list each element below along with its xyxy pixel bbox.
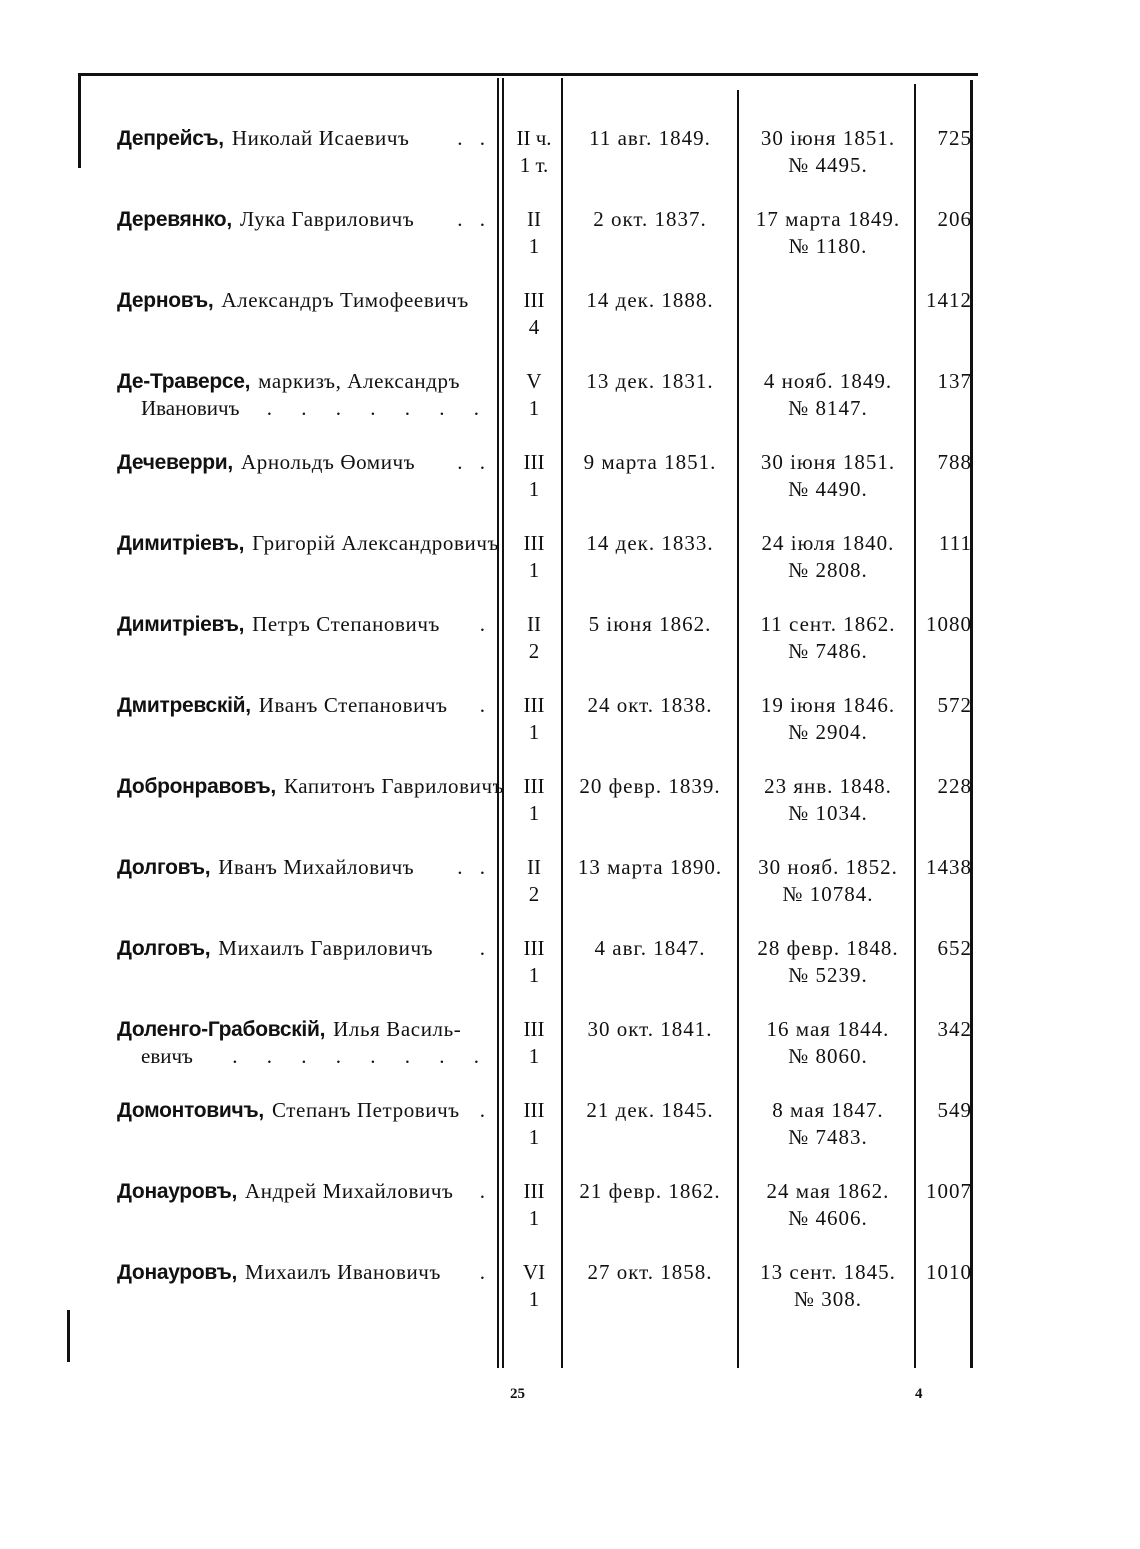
person-name-cell xyxy=(117,287,495,314)
top-rule xyxy=(78,73,978,76)
class-degree: 1 xyxy=(528,396,540,420)
given-name: Михаилъ Гавриловичъ xyxy=(218,936,434,960)
given-name: Капитонъ Гавриловичъ xyxy=(283,774,505,798)
first-date: 13 марта 1890. xyxy=(577,855,723,879)
second-date: 30 іюня 1851. xyxy=(760,450,896,474)
class-cell xyxy=(508,125,560,179)
surname: Де-Траверсе, xyxy=(117,370,251,393)
second-date-cell xyxy=(740,368,916,422)
surname: Донауровъ, xyxy=(117,1261,237,1284)
table-row xyxy=(0,287,1140,368)
table-row xyxy=(0,935,1140,1016)
entry-number: 1080 xyxy=(926,612,972,636)
table-row xyxy=(0,206,1140,287)
class-degree: 1 xyxy=(528,1287,540,1311)
signature-mark: 25 xyxy=(510,1386,525,1402)
given-name-continued: Ивановичъ xyxy=(141,396,240,420)
first-date: 30 окт. 1841. xyxy=(587,1017,713,1041)
act-number: № 10784. xyxy=(782,882,874,906)
class-degree: 4 xyxy=(528,315,540,339)
entry-number: 1007 xyxy=(926,1179,972,1203)
person-name-cell xyxy=(117,692,495,719)
table-row xyxy=(0,1178,1140,1259)
surname: Добронравовъ, xyxy=(117,775,276,798)
surname: Доленго-Грабовскій, xyxy=(117,1018,326,1041)
table-row xyxy=(0,854,1140,935)
surname: Донауровъ, xyxy=(117,1180,237,1203)
class-degree: 1 xyxy=(528,801,540,825)
act-number: № 2808. xyxy=(788,558,868,582)
person-name-cell xyxy=(117,125,495,152)
entry-number: 725 xyxy=(937,126,972,150)
class-cell xyxy=(508,530,560,584)
second-date: 30 нояб. 1852. xyxy=(758,855,898,879)
table-row xyxy=(0,368,1140,449)
first-date: 13 дек. 1831. xyxy=(586,369,714,393)
second-date-cell xyxy=(740,1016,916,1070)
class-rank: II xyxy=(527,207,541,231)
second-date: 16 мая 1844. xyxy=(766,1017,890,1041)
given-name: Арнольдъ Өомичъ xyxy=(240,450,416,474)
act-number: № 4495. xyxy=(788,153,868,177)
leader-dots: . . xyxy=(457,207,491,231)
act-number: № 2904. xyxy=(788,720,868,744)
second-date-cell xyxy=(740,206,916,260)
class-rank: II ч. xyxy=(516,126,552,150)
given-name: Григорій Александровичъ xyxy=(252,531,499,555)
first-date: 5 іюня 1862. xyxy=(588,612,712,636)
given-name: Лука Гавриловичъ xyxy=(239,207,415,231)
second-date: 28 февр. 1848. xyxy=(757,936,899,960)
class-cell xyxy=(508,287,560,341)
given-name: Михаилъ Ивановичъ xyxy=(245,1260,441,1284)
class-rank: II xyxy=(527,855,541,879)
surname: Долговъ, xyxy=(117,937,211,960)
second-date: 24 мая 1862. xyxy=(766,1179,890,1203)
class-rank: III xyxy=(523,288,545,312)
class-cell xyxy=(508,773,560,827)
act-number: № 4606. xyxy=(788,1206,868,1230)
second-date: 4 нояб. 1849. xyxy=(763,369,893,393)
first-date: 21 дек. 1845. xyxy=(586,1098,714,1122)
entry-number: 1412 xyxy=(926,288,972,312)
leader-dots: . xyxy=(479,936,491,960)
class-cell xyxy=(508,1259,560,1313)
class-rank: III xyxy=(523,693,545,717)
entry-number: 342 xyxy=(937,1017,972,1041)
given-name: Андрей Михайловичъ xyxy=(245,1179,454,1203)
person-name-cell xyxy=(117,1178,495,1205)
class-rank: III xyxy=(523,1179,545,1203)
surname: Депрейсъ, xyxy=(117,127,224,150)
leader-dots: . xyxy=(479,693,491,717)
surname: Долговъ, xyxy=(117,856,211,879)
table-row xyxy=(0,1097,1140,1178)
first-date: 20 февр. 1839. xyxy=(579,774,721,798)
given-name: Петръ Степановичъ xyxy=(252,612,441,636)
class-degree: 1 xyxy=(528,1044,540,1068)
act-number: № 308. xyxy=(793,1287,863,1311)
first-date: 14 дек. 1833. xyxy=(586,531,714,555)
given-name: Иванъ Михайловичъ xyxy=(218,855,415,879)
leader-dots: . xyxy=(479,612,491,636)
given-name: Иванъ Степановичъ xyxy=(258,693,448,717)
second-date: 19 іюня 1846. xyxy=(760,693,896,717)
second-date: 24 іюля 1840. xyxy=(761,531,895,555)
class-degree: 1 xyxy=(528,558,540,582)
class-cell xyxy=(508,206,560,260)
class-degree: 2 xyxy=(528,882,540,906)
second-date: 13 сент. 1845. xyxy=(760,1260,896,1284)
table-row xyxy=(0,530,1140,611)
table-row xyxy=(0,692,1140,773)
person-name-cell xyxy=(117,854,495,881)
given-name: Степанъ Петровичъ xyxy=(271,1098,460,1122)
second-date: 23 янв. 1848. xyxy=(764,774,892,798)
first-date: 4 авг. 1847. xyxy=(594,936,706,960)
class-degree: 1 xyxy=(528,477,540,501)
leader-dots: . . xyxy=(457,855,491,879)
surname: Димитріевъ, xyxy=(117,613,245,636)
second-date: 8 мая 1847. xyxy=(772,1098,884,1122)
class-cell xyxy=(508,935,560,989)
class-degree: 1 xyxy=(528,963,540,987)
table-row xyxy=(0,611,1140,692)
first-date: 14 дек. 1888. xyxy=(586,288,714,312)
second-date-cell xyxy=(740,125,916,179)
leader-dots: . xyxy=(479,1098,491,1122)
first-date: 21 февр. 1862. xyxy=(579,1179,721,1203)
sheet-mark: 4 xyxy=(915,1386,923,1402)
first-date: 2 окт. 1837. xyxy=(593,207,707,231)
person-name-cell xyxy=(117,1259,495,1286)
entry-number: 549 xyxy=(937,1098,972,1122)
entry-number: 788 xyxy=(937,450,972,474)
given-name-continued: евичъ xyxy=(141,1044,193,1068)
class-cell xyxy=(508,1097,560,1151)
second-date-cell xyxy=(740,935,916,989)
class-degree: 1 xyxy=(528,1206,540,1230)
table-row xyxy=(0,125,1140,206)
entry-number: 572 xyxy=(937,693,972,717)
entry-number: 652 xyxy=(937,936,972,960)
class-degree: 1 т. xyxy=(519,153,549,177)
second-date-cell xyxy=(740,449,916,503)
class-cell xyxy=(508,611,560,665)
act-number: № 8147. xyxy=(788,396,868,420)
person-name-cell xyxy=(117,935,495,962)
act-number: № 4490. xyxy=(788,477,868,501)
second-date: 11 сент. 1862. xyxy=(760,612,896,636)
second-date-cell xyxy=(740,854,916,908)
given-name: Александръ Тимофеевичъ xyxy=(221,288,469,312)
table-row xyxy=(0,1259,1140,1340)
class-degree: 1 xyxy=(528,1125,540,1149)
class-rank: VI xyxy=(522,1260,546,1284)
surname: Дерновъ, xyxy=(117,289,214,312)
surname: Дмитревскій, xyxy=(117,694,251,717)
second-date: 30 іюня 1851. xyxy=(760,126,896,150)
class-cell xyxy=(508,692,560,746)
act-number: № 7486. xyxy=(788,639,868,663)
class-cell xyxy=(508,1016,560,1070)
act-number: № 8060. xyxy=(788,1044,868,1068)
leader-dots: . . xyxy=(457,450,491,474)
entry-number: 1438 xyxy=(926,855,972,879)
person-name-cell xyxy=(117,1016,495,1070)
class-rank: III xyxy=(523,774,545,798)
second-date-cell xyxy=(740,611,916,665)
act-number: № 1034. xyxy=(788,801,868,825)
class-rank: III xyxy=(523,1098,545,1122)
person-name-cell xyxy=(117,773,505,800)
second-date-cell xyxy=(740,773,916,827)
class-cell xyxy=(508,854,560,908)
leader-dots: . xyxy=(479,1179,491,1203)
person-name-cell xyxy=(117,1097,495,1124)
class-rank: III xyxy=(523,450,545,474)
table-row xyxy=(0,449,1140,530)
surname: Дечеверри, xyxy=(117,451,233,474)
table-row xyxy=(0,773,1140,854)
entry-number: 111 xyxy=(939,531,972,555)
person-name-cell xyxy=(117,449,495,476)
person-name-cell xyxy=(117,611,495,638)
class-cell xyxy=(508,368,560,422)
person-name-cell xyxy=(117,530,499,557)
leader-dots: . . xyxy=(457,126,491,150)
class-degree: 2 xyxy=(528,639,540,663)
first-date: 11 авг. 1849. xyxy=(589,126,711,150)
entry-number: 1010 xyxy=(926,1260,972,1284)
first-date: 27 окт. 1858. xyxy=(587,1260,713,1284)
first-date: 24 окт. 1838. xyxy=(587,693,713,717)
class-rank: V xyxy=(526,369,542,393)
class-degree: 1 xyxy=(528,720,540,744)
surname: Димитріевъ, xyxy=(117,532,245,555)
surname: Деревянко, xyxy=(117,208,232,231)
person-name-cell xyxy=(117,206,495,233)
act-number: № 5239. xyxy=(788,963,868,987)
given-name: Илья Василь- xyxy=(333,1017,462,1041)
second-date-cell xyxy=(740,530,916,584)
surname: Домонтовичъ, xyxy=(117,1099,264,1122)
person-name-cell xyxy=(117,368,495,422)
second-date-cell xyxy=(740,692,916,746)
given-name: Николай Исаевичъ xyxy=(231,126,410,150)
given-name: маркизъ, Александръ xyxy=(258,369,461,393)
second-date-cell xyxy=(740,1259,916,1313)
entry-number: 137 xyxy=(937,369,972,393)
class-degree: 1 xyxy=(528,234,540,258)
act-number: № 1180. xyxy=(788,234,868,258)
second-date-cell xyxy=(740,1097,916,1151)
second-date-cell xyxy=(740,1178,916,1232)
act-number: № 7483. xyxy=(788,1125,868,1149)
first-date: 9 марта 1851. xyxy=(583,450,717,474)
leader-dots: . . . . . . . xyxy=(266,396,491,420)
table-row xyxy=(0,1016,1140,1097)
leader-dots: . . . . . . . . xyxy=(232,1044,491,1068)
class-rank: III xyxy=(523,1017,545,1041)
leader-dots: . xyxy=(479,1260,491,1284)
entry-number: 228 xyxy=(937,774,972,798)
second-date: 17 марта 1849. xyxy=(755,207,901,231)
class-rank: III xyxy=(523,531,545,555)
class-cell xyxy=(508,449,560,503)
class-cell xyxy=(508,1178,560,1232)
class-rank: III xyxy=(523,936,545,960)
entry-number: 206 xyxy=(937,207,972,231)
class-rank: II xyxy=(527,612,541,636)
